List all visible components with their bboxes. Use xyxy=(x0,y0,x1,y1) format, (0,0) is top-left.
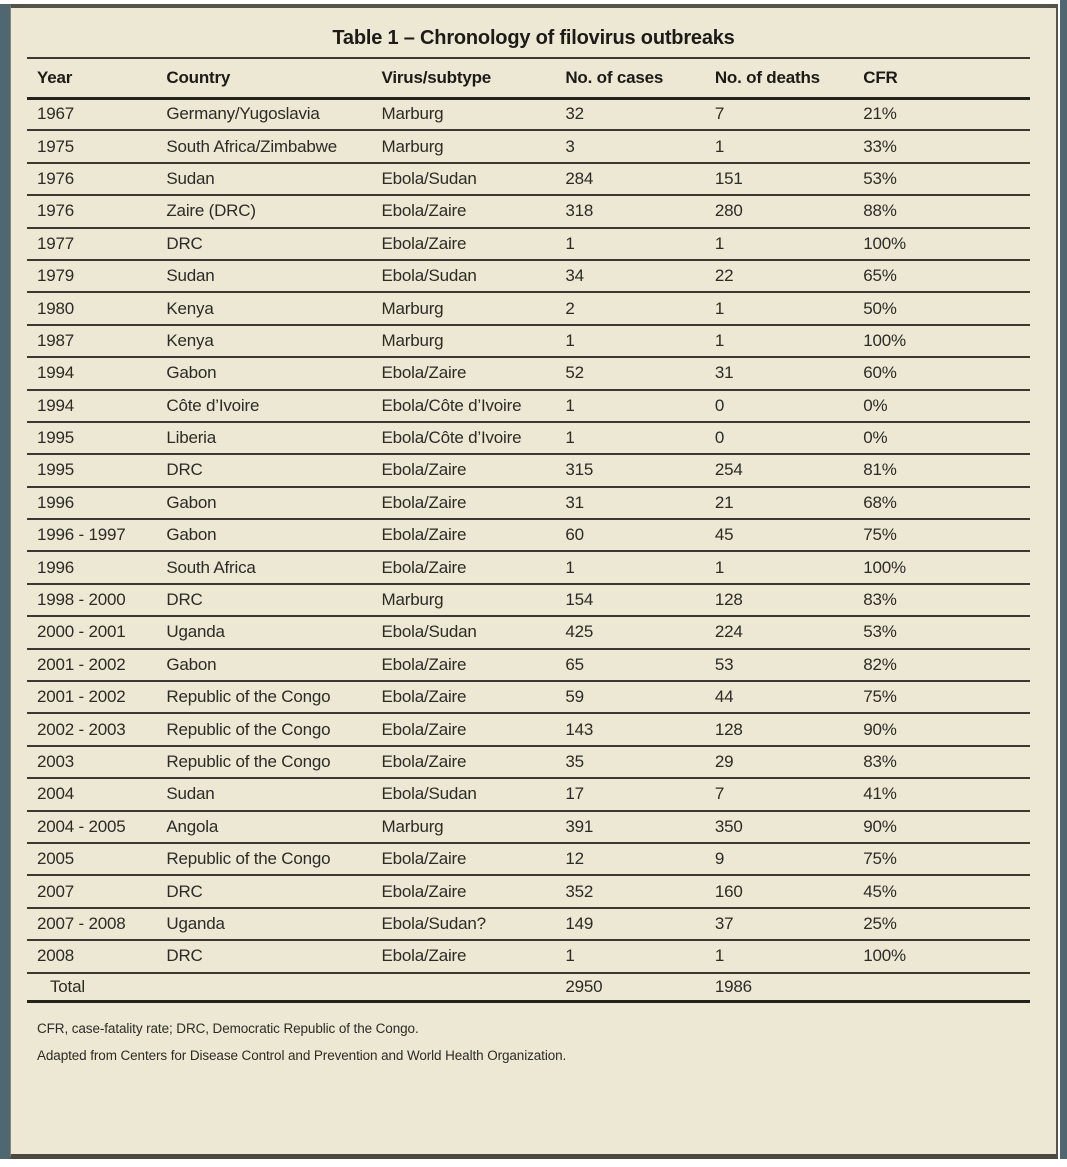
table-cell: 352 xyxy=(565,875,714,907)
table-cell: 318 xyxy=(565,195,714,227)
table-cell: 2003 xyxy=(27,746,166,778)
table-cell: 7 xyxy=(715,778,863,810)
table-cell: Ebola/Zaire xyxy=(382,487,566,519)
table-cell: Gabon xyxy=(166,519,381,551)
total-label: Total xyxy=(27,973,166,1002)
table-cell: 128 xyxy=(715,713,863,745)
table-cell: 2001 - 2002 xyxy=(27,649,166,681)
table-cell: 90% xyxy=(863,811,1030,843)
table-cell: Gabon xyxy=(166,487,381,519)
table-cell: Republic of the Congo xyxy=(166,681,381,713)
table-cell: Ebola/Côte d’Ivoire xyxy=(382,390,566,422)
table-cell: 50% xyxy=(863,292,1030,324)
table-cell: 60% xyxy=(863,357,1030,389)
table-cell: 1977 xyxy=(27,228,166,260)
header-row xyxy=(27,58,1030,98)
table-cell: Republic of the Congo xyxy=(166,746,381,778)
table-cell: 34 xyxy=(565,260,714,292)
table-cell: Ebola/Zaire xyxy=(382,228,566,260)
table-cell: Ebola/Côte d’Ivoire xyxy=(382,422,566,454)
table-cell: 68% xyxy=(863,487,1030,519)
table-body xyxy=(27,98,1030,1002)
footnotes xyxy=(37,1021,1056,1063)
table-row xyxy=(27,584,1030,616)
table-cell: 1976 xyxy=(27,163,166,195)
table-cell: 315 xyxy=(565,454,714,486)
table-cell: 100% xyxy=(863,228,1030,260)
table-cell: 65% xyxy=(863,260,1030,292)
table-cell: 1967 xyxy=(27,98,166,130)
table-cell: 100% xyxy=(863,325,1030,357)
table-row xyxy=(27,228,1030,260)
table-cell: 12 xyxy=(565,843,714,875)
table-cell: 53 xyxy=(715,649,863,681)
table-row xyxy=(27,130,1030,162)
table-row xyxy=(27,649,1030,681)
table-cell: 100% xyxy=(863,551,1030,583)
table-cell: 1 xyxy=(715,228,863,260)
table-cell: DRC xyxy=(166,584,381,616)
table-cell: 1 xyxy=(715,130,863,162)
table-row xyxy=(27,292,1030,324)
table-cell: 75% xyxy=(863,843,1030,875)
table-cell: DRC xyxy=(166,228,381,260)
table-panel xyxy=(10,4,1058,1159)
table-cell: Marburg xyxy=(382,292,566,324)
table-cell: 90% xyxy=(863,713,1030,745)
table-cell: 75% xyxy=(863,681,1030,713)
table-cell: 83% xyxy=(863,746,1030,778)
table-cell: Uganda xyxy=(166,616,381,648)
table-cell: Sudan xyxy=(166,163,381,195)
table-cell xyxy=(863,973,1030,1002)
table-row xyxy=(27,325,1030,357)
table-cell: 37 xyxy=(715,908,863,940)
table-cell: Angola xyxy=(166,811,381,843)
table-cell: Ebola/Zaire xyxy=(382,875,566,907)
footnote-abbreviations: CFR, case-fatality rate; DRC, Democratic Republic of the Congo. xyxy=(37,1021,419,1037)
table-cell: 7 xyxy=(715,98,863,130)
table-cell: 81% xyxy=(863,454,1030,486)
table-row xyxy=(27,616,1030,648)
table-cell: 1 xyxy=(715,292,863,324)
table-cell: 83% xyxy=(863,584,1030,616)
table-cell: 17 xyxy=(565,778,714,810)
table-cell: Marburg xyxy=(382,325,566,357)
table-cell: 88% xyxy=(863,195,1030,227)
table-cell: 31 xyxy=(715,357,863,389)
table-cell: 2005 xyxy=(27,843,166,875)
table-cell: 53% xyxy=(863,616,1030,648)
table-cell: Uganda xyxy=(166,908,381,940)
table-row xyxy=(27,681,1030,713)
table-cell: 1975 xyxy=(27,130,166,162)
table-cell: South Africa/Zimbabwe xyxy=(166,130,381,162)
table-cell: Ebola/Sudan xyxy=(382,163,566,195)
table-cell: South Africa xyxy=(166,551,381,583)
table-cell: 2000 - 2001 xyxy=(27,616,166,648)
footnote-source: Adapted from Centers for Disease Control and Prevention and World Health Organization. xyxy=(37,1048,567,1064)
table-row xyxy=(27,940,1030,972)
table-cell: Ebola/Zaire xyxy=(382,649,566,681)
table-row xyxy=(27,98,1030,130)
table-cell: 45% xyxy=(863,875,1030,907)
table-row xyxy=(27,195,1030,227)
table-cell: 1994 xyxy=(27,390,166,422)
table-cell: 160 xyxy=(715,875,863,907)
table-cell: Liberia xyxy=(166,422,381,454)
column-header-no-of-cases: No. of cases xyxy=(565,58,714,98)
table-cell: Kenya xyxy=(166,325,381,357)
table-row xyxy=(27,778,1030,810)
table-cell: 65 xyxy=(565,649,714,681)
table-cell: 2001 - 2002 xyxy=(27,681,166,713)
table-cell: 75% xyxy=(863,519,1030,551)
table-cell: DRC xyxy=(166,940,381,972)
table-cell: 2007 - 2008 xyxy=(27,908,166,940)
table-row xyxy=(27,908,1030,940)
table-cell: Ebola/Zaire xyxy=(382,713,566,745)
table-cell: 1996 xyxy=(27,551,166,583)
table-cell: Ebola/Zaire xyxy=(382,357,566,389)
table-cell xyxy=(382,973,566,1002)
table-cell: Ebola/Zaire xyxy=(382,746,566,778)
table-row xyxy=(27,487,1030,519)
table-cell: Ebola/Zaire xyxy=(382,519,566,551)
table-cell: Gabon xyxy=(166,649,381,681)
table-cell: 21 xyxy=(715,487,863,519)
table-cell: 149 xyxy=(565,908,714,940)
table-cell: 425 xyxy=(565,616,714,648)
table-cell: 2950 xyxy=(565,973,714,1002)
table-cell: 1 xyxy=(715,940,863,972)
table-cell: 1 xyxy=(565,228,714,260)
table-cell: 1979 xyxy=(27,260,166,292)
table-cell: 0 xyxy=(715,422,863,454)
table-cell: 151 xyxy=(715,163,863,195)
table-cell: Ebola/Sudan xyxy=(382,778,566,810)
table-cell: 2007 xyxy=(27,875,166,907)
table-cell: Marburg xyxy=(382,584,566,616)
table-cell: 1995 xyxy=(27,454,166,486)
table-cell: Gabon xyxy=(166,357,381,389)
table-cell: Sudan xyxy=(166,260,381,292)
table-cell: 41% xyxy=(863,778,1030,810)
table-cell: 35 xyxy=(565,746,714,778)
table-cell: 31 xyxy=(565,487,714,519)
table-cell: Ebola/Sudan xyxy=(382,616,566,648)
table-cell: 0% xyxy=(863,422,1030,454)
table-cell: 1 xyxy=(565,940,714,972)
table-row xyxy=(27,811,1030,843)
filovirus-outbreaks-table xyxy=(27,57,1030,1003)
table-cell: 1 xyxy=(565,325,714,357)
table-cell: 1 xyxy=(565,551,714,583)
column-header-cfr: CFR xyxy=(863,58,1030,98)
table-cell: Marburg xyxy=(382,98,566,130)
table-cell: 82% xyxy=(863,649,1030,681)
table-cell: 29 xyxy=(715,746,863,778)
table-cell: 44 xyxy=(715,681,863,713)
table-cell: Marburg xyxy=(382,130,566,162)
total-row xyxy=(27,973,1030,1002)
table-cell: Ebola/Zaire xyxy=(382,195,566,227)
table-cell: Republic of the Congo xyxy=(166,713,381,745)
table-cell: 52 xyxy=(565,357,714,389)
table-row xyxy=(27,163,1030,195)
table-row xyxy=(27,454,1030,486)
table-cell: Ebola/Zaire xyxy=(382,843,566,875)
table-cell: 59 xyxy=(565,681,714,713)
table-row xyxy=(27,519,1030,551)
table-cell: Ebola/Zaire xyxy=(382,940,566,972)
table-cell: 1987 xyxy=(27,325,166,357)
table-cell: 224 xyxy=(715,616,863,648)
table-cell: 284 xyxy=(565,163,714,195)
table-cell: Republic of the Congo xyxy=(166,843,381,875)
table-cell: 1 xyxy=(715,551,863,583)
table-cell: 32 xyxy=(565,98,714,130)
table-cell: 1996 - 1997 xyxy=(27,519,166,551)
table-cell: 2 xyxy=(565,292,714,324)
table-cell: Kenya xyxy=(166,292,381,324)
table-cell: DRC xyxy=(166,875,381,907)
table-row xyxy=(27,390,1030,422)
column-header-year: Year xyxy=(27,58,166,98)
table-cell: 1998 - 2000 xyxy=(27,584,166,616)
table-cell: 1 xyxy=(565,390,714,422)
table-title: Table 1 – Chronology of filovirus outbreaks xyxy=(332,27,735,49)
table-row xyxy=(27,843,1030,875)
table-cell: 45 xyxy=(715,519,863,551)
table-cell: Ebola/Sudan xyxy=(382,260,566,292)
table-row xyxy=(27,357,1030,389)
table-cell: Ebola/Zaire xyxy=(382,551,566,583)
table-cell: Sudan xyxy=(166,778,381,810)
table-cell: 1995 xyxy=(27,422,166,454)
table-cell: 350 xyxy=(715,811,863,843)
table-cell: 25% xyxy=(863,908,1030,940)
table-cell: Ebola/Sudan? xyxy=(382,908,566,940)
table-cell: 22 xyxy=(715,260,863,292)
table-row xyxy=(27,260,1030,292)
table-cell: Ebola/Zaire xyxy=(382,681,566,713)
table-cell: 9 xyxy=(715,843,863,875)
table-cell: Germany/Yugoslavia xyxy=(166,98,381,130)
table-cell: 2004 - 2005 xyxy=(27,811,166,843)
table-cell: 1976 xyxy=(27,195,166,227)
table-row xyxy=(27,422,1030,454)
table-row xyxy=(27,746,1030,778)
table-cell: 1994 xyxy=(27,357,166,389)
table-cell: 128 xyxy=(715,584,863,616)
table-cell: 280 xyxy=(715,195,863,227)
table-cell: 1 xyxy=(715,325,863,357)
table-cell: 2002 - 2003 xyxy=(27,713,166,745)
page-edge-strip-right xyxy=(1060,0,1067,1159)
table-cell: 1986 xyxy=(715,973,863,1002)
table-cell: Zaire (DRC) xyxy=(166,195,381,227)
table-cell xyxy=(166,973,381,1002)
table-cell: DRC xyxy=(166,454,381,486)
column-header-virus-subtype: Virus/subtype xyxy=(382,58,566,98)
table-cell: Ebola/Zaire xyxy=(382,454,566,486)
table-cell: 21% xyxy=(863,98,1030,130)
table-cell: 391 xyxy=(565,811,714,843)
table-cell: 53% xyxy=(863,163,1030,195)
table-cell: 154 xyxy=(565,584,714,616)
table-cell: 0% xyxy=(863,390,1030,422)
column-header-no-of-deaths: No. of deaths xyxy=(715,58,863,98)
table-cell: 0 xyxy=(715,390,863,422)
table-cell: 2004 xyxy=(27,778,166,810)
table-cell: 3 xyxy=(565,130,714,162)
table-cell: 143 xyxy=(565,713,714,745)
table-row xyxy=(27,713,1030,745)
table-cell: 2008 xyxy=(27,940,166,972)
table-cell: 100% xyxy=(863,940,1030,972)
page-edge-strip-left xyxy=(0,4,10,1159)
table-cell: 1996 xyxy=(27,487,166,519)
table-row xyxy=(27,875,1030,907)
table-cell: 60 xyxy=(565,519,714,551)
column-header-country: Country xyxy=(166,58,381,98)
table-cell: 254 xyxy=(715,454,863,486)
table-cell: 1 xyxy=(565,422,714,454)
table-cell: Côte d’Ivoire xyxy=(166,390,381,422)
table-cell: 1980 xyxy=(27,292,166,324)
table-cell: Marburg xyxy=(382,811,566,843)
table-row xyxy=(27,551,1030,583)
table-cell: 33% xyxy=(863,130,1030,162)
